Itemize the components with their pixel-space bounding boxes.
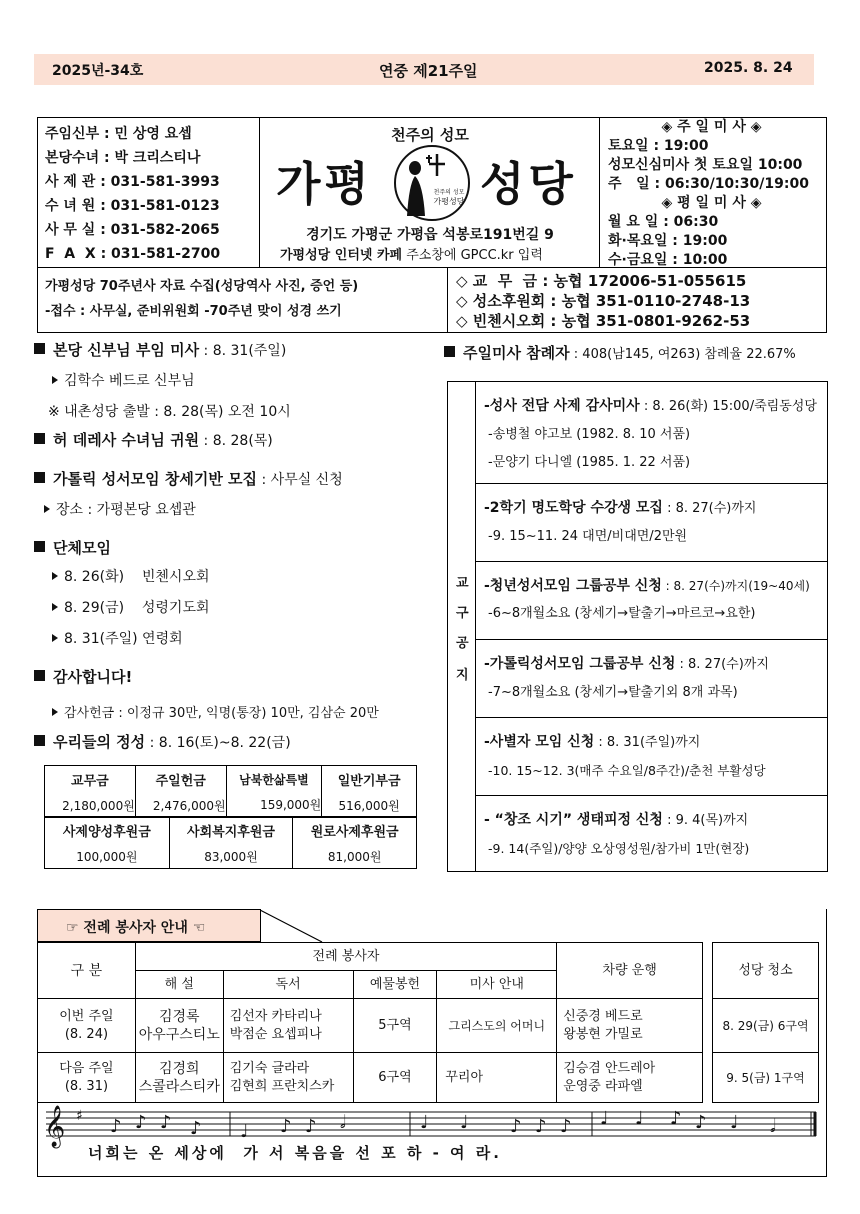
notice-line: -9. 15~11. 24 대면/비대면/2만원 <box>488 529 688 544</box>
offering-cell <box>293 817 417 869</box>
group-header: 구 분 <box>38 943 136 999</box>
side-char: 공 <box>456 636 469 651</box>
cafe-hint: 주소창에 GPCC.kr 입력 <box>406 248 543 263</box>
church-address: 경기도 가평군 가평읍 석봉로191번길 9 <box>306 227 554 243</box>
church-logo-icon <box>393 144 471 222</box>
svg-text:𝅗𝅥: 𝅗𝅥 <box>340 1112 346 1133</box>
notice-side-label <box>448 382 476 871</box>
notice-line: -10. 15~12. 3(매주 수요일/8주간)/춘천 부활성당 <box>488 763 766 778</box>
square-bullet-icon <box>444 346 455 357</box>
cleaning-table <box>712 942 819 1103</box>
staff-line: 주임신부 : 민 상영 요셉 <box>45 126 192 142</box>
issue-number: 2025년-34호 <box>52 63 144 79</box>
offering-cell <box>135 766 226 818</box>
sunday-mass-line: 토요일 : 19:00 <box>608 138 709 154</box>
meeting-item <box>52 566 210 586</box>
notice-title: - “창조 시기” 생태피정 신청 <box>484 812 663 828</box>
departure-note: ※ 내촌성당 출발 : 8. 28(목) 오전 10시 <box>48 404 291 420</box>
notice-detail: : 8. 27(수)까지(19~40세) <box>661 579 810 593</box>
commentary-cell: 김경희 스콜라스티카 <box>135 1053 223 1103</box>
svg-text:♩: ♩ <box>730 1112 739 1133</box>
side-char: 구 <box>456 606 469 621</box>
staff-line: 본당수녀 : 박 크리스티나 <box>45 150 201 166</box>
section-subtitle: : 사무실 신청 <box>257 472 343 488</box>
cleaning-header: 성당 청소 <box>713 943 819 999</box>
svg-text:가평성당: 가평성당 <box>433 197 465 206</box>
account-line: ◇ 빈첸시오회 : 농협 351-0801-9262-53 <box>456 312 751 330</box>
notice-title: -청년성서모임 그룹공부 신청 <box>484 578 662 594</box>
section-title: 주일미사 참례자 <box>463 344 570 362</box>
line-text: 8. 31(주일) 연령회 <box>64 631 183 647</box>
svg-text:♪: ♪ <box>160 1112 172 1133</box>
notice-line: -7~8개월소요 (창세기→탈출기외 8개 과목) <box>488 685 738 700</box>
offerings-table-1 <box>44 765 417 818</box>
pastor-name <box>52 370 195 390</box>
offering-label: 원로사제후원금 <box>310 824 399 840</box>
line-text: 8. 26(화) 빈첸시오회 <box>64 569 210 585</box>
cleaning-cell: 9. 5(금) 1구역 <box>713 1053 819 1103</box>
triangle-bullet-icon <box>44 505 50 513</box>
section-title: 본당 신부님 부임 미사 <box>53 341 200 359</box>
staff-contacts <box>38 118 260 267</box>
guide-header: 미사 안내 <box>437 971 557 999</box>
week-cell: 다음 주일 (8. 31) <box>38 1053 136 1103</box>
offering-value: 2,180,000원 <box>62 798 135 813</box>
notice-title: -가톨릭성서모임 그룹공부 신청 <box>484 656 676 672</box>
offering-value: 100,000원 <box>76 849 138 864</box>
notice-item <box>476 796 827 871</box>
tab-slant-line <box>260 909 330 943</box>
section-sister-return <box>34 429 273 450</box>
sunday-mass-line: 주 일 : 06:30/10:30/19:00 <box>608 176 809 192</box>
offering-value: 159,000원 <box>260 797 322 812</box>
svg-text:♪: ♪ <box>190 1118 202 1139</box>
staff-line: 수 녀 원 : 031-581-0123 <box>45 198 220 214</box>
offerings-table-2 <box>44 816 417 869</box>
sunday-mass-line: 성모신심미사 첫 토요일 10:00 <box>608 157 803 173</box>
square-bullet-icon <box>34 670 45 681</box>
cafe-label: 가평성당 인터넷 카페 <box>280 248 403 263</box>
weekday-mass-line: 월 요 일 : 06:30 <box>608 214 719 230</box>
svg-text:♩: ♩ <box>420 1112 429 1133</box>
section-title: 감사합니다! <box>53 668 133 686</box>
section-title: 허 데레사 수녀님 귀원 <box>53 431 200 449</box>
staff-line: 사 무 실 : 031-582-2065 <box>45 222 220 238</box>
svg-text:♩: ♩ <box>240 1121 249 1142</box>
notice-title: -사별자 모임 신청 <box>484 734 595 750</box>
offering-cell <box>45 817 170 869</box>
reading-header: 독서 <box>223 971 353 999</box>
svg-text:♩: ♩ <box>600 1108 609 1129</box>
song-lyrics: 너희는 온 세상에 가 서 복음을 선 포 하 - 여 라. <box>88 1144 502 1162</box>
treble-clef-icon: 𝄞 <box>44 1106 66 1147</box>
guide-cell: 꾸리아 <box>437 1053 557 1103</box>
line-text: 8. 29(금) 성령기도회 <box>64 600 210 616</box>
svg-text:♩: ♩ <box>635 1108 644 1129</box>
meeting-item <box>52 597 210 617</box>
section-title: 단체모임 <box>53 539 111 557</box>
notice-detail: : 8. 27(수)까지 <box>675 657 769 672</box>
section-thanks <box>34 666 132 687</box>
square-bullet-icon <box>34 472 45 483</box>
cleaning-cell: 8. 29(금) 6구역 <box>713 999 819 1053</box>
notice-detail: : 8. 27(수)까지 <box>662 501 757 516</box>
triangle-bullet-icon <box>52 603 58 611</box>
gift-header: 예물봉헌 <box>353 971 437 999</box>
car-header: 차량 운행 <box>557 943 703 999</box>
commentary-header: 해 설 <box>135 971 223 999</box>
notice-line: -송병철 야고보 (1982. 8. 10 서품) <box>488 427 691 442</box>
offering-cell <box>45 766 136 818</box>
reading-cell: 김기숙 글라라 김현희 프란치스카 <box>223 1053 353 1103</box>
offering-value: 516,000원 <box>338 798 400 813</box>
svg-text:♪: ♪ <box>510 1116 522 1137</box>
section-subtitle: : 8. 28(목) <box>199 433 273 449</box>
offering-value: 83,000원 <box>204 849 258 864</box>
notice-detail: : 8. 26(화) 15:00/죽림동성당 <box>639 399 817 414</box>
svg-text:𝅗𝅥: 𝅗𝅥 <box>770 1116 776 1137</box>
issue-date: 2025. 8. 24 <box>704 60 793 76</box>
offering-value: 2,476,000원 <box>152 798 226 813</box>
notice-detail: : 9. 4(목)까지 <box>662 813 749 828</box>
car-cell: 신중경 베드로 왕봉현 가밀로 <box>557 999 703 1053</box>
week-title: 연중 제21주일 <box>379 62 478 80</box>
square-bullet-icon <box>34 343 45 354</box>
svg-text:♪: ♪ <box>670 1108 682 1129</box>
guide-cell: 그리스도의 어머니 <box>437 999 557 1053</box>
svg-text:♪: ♪ <box>560 1116 572 1137</box>
banner-row <box>37 268 827 333</box>
account-line: ◇ 교 무 금 : 농협 172006-51-055615 <box>456 272 747 290</box>
offering-label: 교무금 <box>71 773 109 789</box>
commentary-cell: 김경록 아우구스티노 <box>135 999 223 1053</box>
side-char: 교 <box>456 576 469 591</box>
svg-text:♪: ♪ <box>535 1116 547 1137</box>
mass-schedule <box>600 118 827 267</box>
notice-line: -문양기 다니엘 (1985. 1. 22 서품) <box>488 455 691 470</box>
section-subtitle: : 408(남145, 여263) 참례율 22.67% <box>569 347 796 362</box>
notice-line: -6~8개월소요 (창세기→탈출기→마르코→요한) <box>488 606 756 621</box>
anniversary-banner <box>38 268 448 332</box>
svg-text:천주의 성모: 천주의 성모 <box>433 189 465 196</box>
church-subtitle: 천주의 성모 <box>391 126 469 144</box>
svg-text:♪: ♪ <box>110 1116 122 1137</box>
servers-header: 전례 봉사자 <box>135 943 556 971</box>
notice-item <box>476 484 827 562</box>
offering-cell <box>226 766 322 818</box>
service-tab: ☞ 전례 봉사자 안내 ☜ <box>37 909 261 942</box>
svg-text:♪: ♪ <box>135 1112 147 1133</box>
offering-cell <box>169 817 293 869</box>
week-cell: 이번 주일 (8. 24) <box>38 999 136 1053</box>
section-title: 우리들의 정성 <box>53 733 146 751</box>
line-text: 김학수 베드로 신부님 <box>64 373 195 389</box>
weekday-mass-title: ◈ 평 일 미 사 ◈ <box>661 195 762 211</box>
offering-cell <box>322 766 417 818</box>
gift-cell: 6구역 <box>353 1053 437 1103</box>
section-subtitle: : 8. 31(주일) <box>199 343 287 359</box>
line-text: 장소 : 가평본당 요셉관 <box>56 502 196 518</box>
square-bullet-icon <box>34 433 45 444</box>
offering-label: 사회복지후원금 <box>187 824 275 840</box>
offering-label: 남북한삶특별 <box>239 772 309 787</box>
line-text: 감사헌금 : 이정규 30만, 익명(통장) 10만, 김삼순 20만 <box>64 706 379 721</box>
notice-item <box>476 562 827 640</box>
notice-title: -2학기 명도학당 수강생 모집 <box>484 500 663 516</box>
offering-label: 일반기부금 <box>337 773 401 789</box>
issue-bar <box>34 54 814 85</box>
bible-group-place <box>44 499 196 519</box>
section-offerings <box>34 731 291 752</box>
church-name-right: 성당 <box>480 157 577 211</box>
meeting-item <box>52 628 183 648</box>
section-subtitle: : 8. 16(토)~8. 22(금) <box>145 735 291 751</box>
svg-text:♩: ♩ <box>460 1112 469 1133</box>
weekday-mass-line: 화·목요일 : 19:00 <box>608 233 728 249</box>
attendance <box>444 342 796 363</box>
banner-line: 가평성당 70주년사 자료 수집(성당역사 사진, 증언 등) <box>45 279 359 294</box>
square-bullet-icon <box>34 541 45 552</box>
diocese-notice-box <box>447 381 828 872</box>
sunday-mass-title: ◈ 주 일 미 사 ◈ <box>661 119 762 135</box>
svg-text:♪: ♪ <box>280 1116 292 1137</box>
staff-line: 사 제 관 : 031-581-3993 <box>45 174 220 190</box>
square-bullet-icon <box>34 735 45 746</box>
banner-line: -접수 : 사무실, 준비위원회 -70주년 맞이 성경 쓰기 <box>45 304 342 319</box>
header-block <box>37 117 827 268</box>
account-line: ◇ 성소후원회 : 농협 351-0110-2748-13 <box>456 292 751 310</box>
notice-detail: : 8. 31(주일)까지 <box>594 735 701 750</box>
notice-line: -9. 14(주일)/양양 오상영성원/참가비 1만(현장) <box>488 841 750 856</box>
offering-label: 사제양성후원금 <box>62 824 151 840</box>
svg-text:♪: ♪ <box>695 1112 707 1133</box>
thanks-offering <box>52 702 379 721</box>
staff-line: F A X : 031-581-2700 <box>45 246 221 262</box>
notice-title: -성사 전담 사제 감사미사 <box>484 398 640 414</box>
church-name-left: 가평 <box>276 157 373 211</box>
sharp-icon: ♯ <box>76 1108 83 1124</box>
weekday-mass-line: 수·금요일 : 10:00 <box>608 252 728 268</box>
reading-cell: 김선자 카타리나 박점순 요셉피나 <box>223 999 353 1053</box>
car-cell: 김승겸 안드레아 운영중 라파엘 <box>557 1053 703 1103</box>
side-char: 지 <box>456 668 469 683</box>
section-title: 가톨릭 성서모임 창세기반 모집 <box>53 470 258 488</box>
triangle-bullet-icon <box>52 572 58 580</box>
bank-accounts <box>448 268 826 332</box>
notice-item <box>476 718 827 796</box>
offering-value: 81,000원 <box>327 849 382 864</box>
svg-text:♪: ♪ <box>305 1116 317 1137</box>
notice-item <box>476 382 827 484</box>
triangle-bullet-icon <box>52 708 58 716</box>
service-table <box>37 942 703 1103</box>
section-bible-group <box>34 468 343 489</box>
section-group-meetings <box>34 537 111 558</box>
notice-item <box>476 640 827 718</box>
offering-label: 주일헌금 <box>155 773 206 789</box>
triangle-bullet-icon <box>52 634 58 642</box>
church-cafe <box>280 244 543 263</box>
triangle-bullet-icon <box>52 376 58 384</box>
gift-cell: 5구역 <box>353 999 437 1053</box>
section-pastor-mass <box>34 339 286 360</box>
church-title-block <box>260 118 600 267</box>
